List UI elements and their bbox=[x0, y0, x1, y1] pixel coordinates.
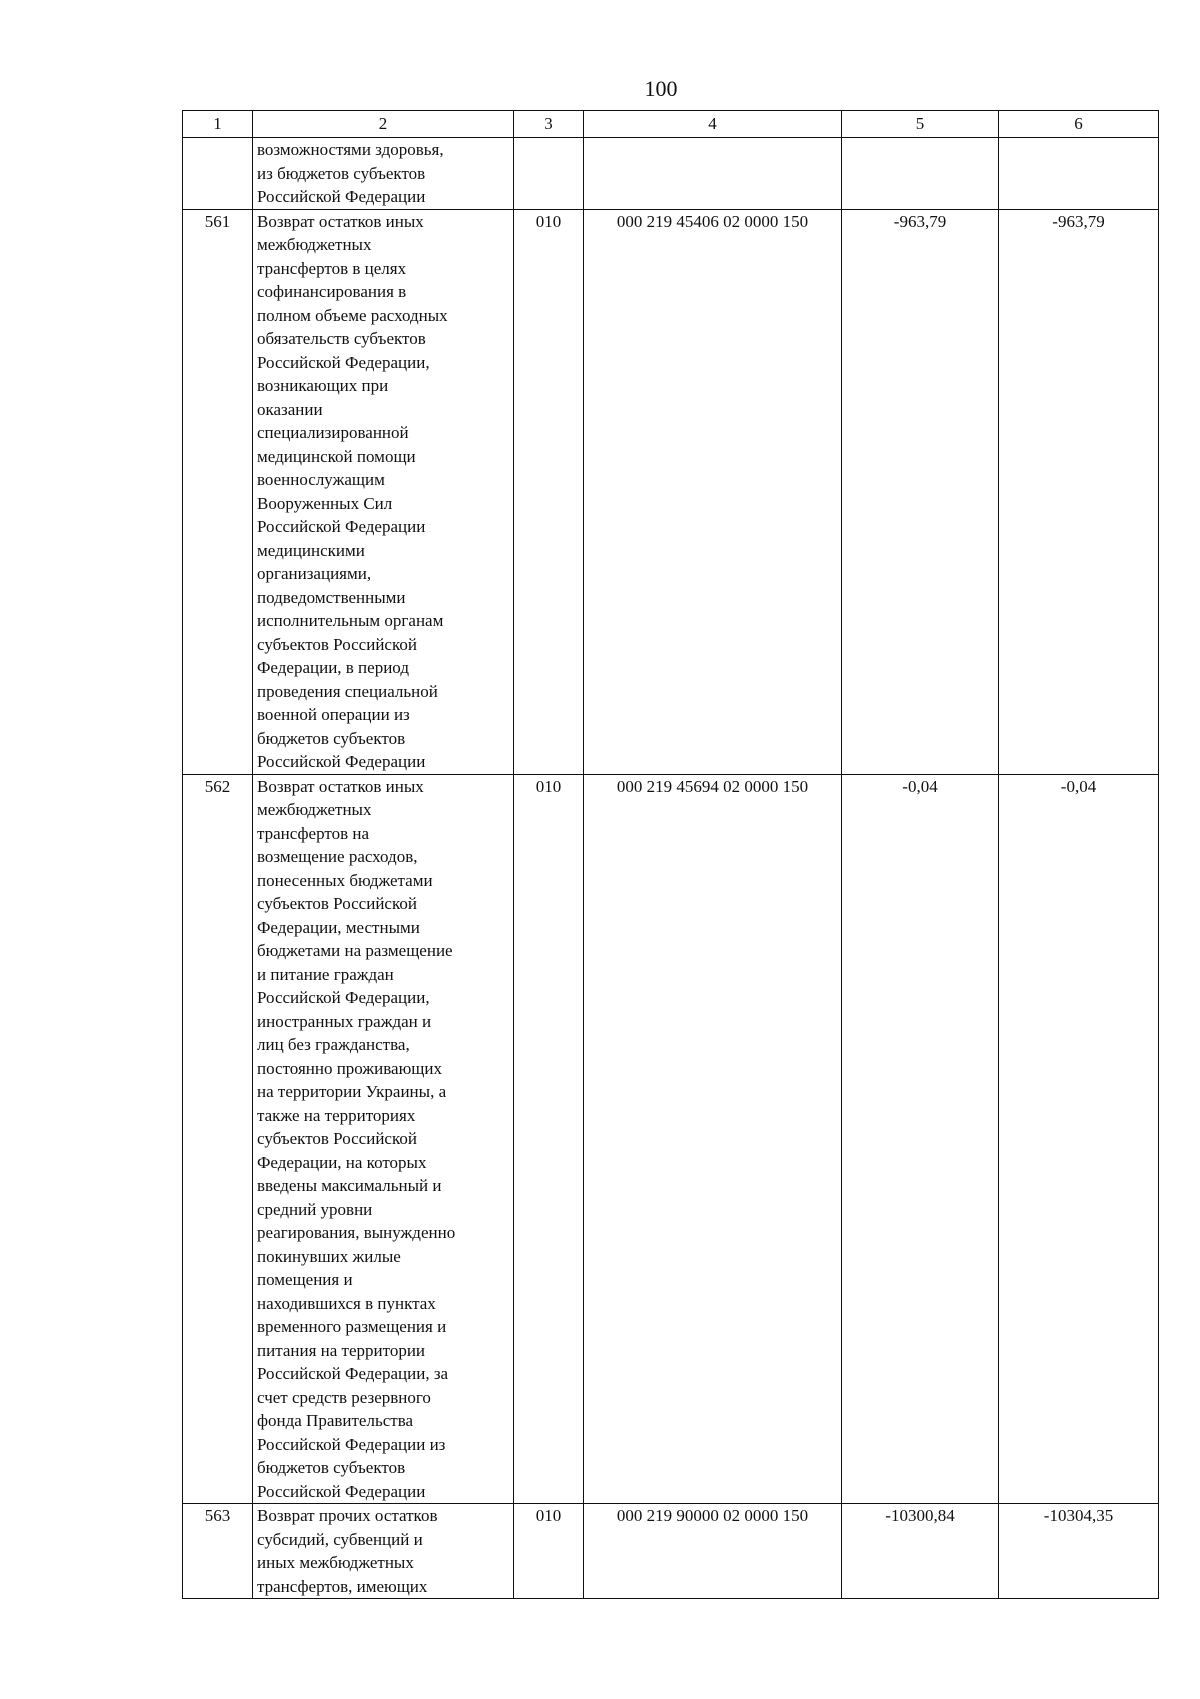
description-line: счет средств резервного bbox=[257, 1387, 431, 1407]
description-line: межбюджетных bbox=[257, 235, 372, 254]
budget-classification-code-cell: 000 219 45694 02 0000 150 bbox=[584, 774, 842, 1504]
description-line: субъектов Российской bbox=[257, 1129, 417, 1148]
description-line: организациями, bbox=[257, 564, 372, 583]
description-line: бюджетами на размещение bbox=[257, 941, 453, 960]
description-line: субсидий, субвенций и bbox=[257, 1529, 423, 1549]
executed-amount-cell: -10304,35 bbox=[999, 1504, 1159, 1599]
description-line: софинансирования в bbox=[257, 282, 407, 301]
description-line: Российской Федерации bbox=[257, 1481, 426, 1501]
description-cell bbox=[253, 209, 514, 774]
description-line: Российской Федерации, bbox=[257, 988, 430, 1007]
description-line: обязательств субъектов bbox=[257, 329, 426, 348]
admin-code-cell: 010 bbox=[514, 209, 584, 774]
description-line: специализированной bbox=[257, 423, 409, 442]
table-row bbox=[183, 774, 1159, 1504]
amount-cell: -0,04 bbox=[842, 774, 999, 1504]
admin-code-cell: 010 bbox=[514, 774, 584, 1504]
row-number-cell: 561 bbox=[183, 209, 253, 774]
table-row bbox=[183, 1504, 1159, 1599]
description-line: также на территориях bbox=[257, 1105, 416, 1125]
description-line: Российской Федерации bbox=[257, 752, 426, 771]
description-line: медицинскими bbox=[257, 540, 365, 560]
description-line: проведения специальной bbox=[257, 681, 438, 701]
description-line: субъектов Российской bbox=[257, 894, 417, 913]
budget-classification-code-cell: 000 219 90000 02 0000 150 bbox=[584, 1504, 842, 1599]
description-line: военнослужащим bbox=[257, 470, 385, 489]
table-row bbox=[183, 138, 1159, 210]
description-line: возникающих при bbox=[257, 376, 389, 395]
description-line: Российской Федерации, за bbox=[257, 1364, 449, 1383]
description-line: покинувших жилые bbox=[257, 1246, 401, 1266]
row-number-cell bbox=[183, 138, 253, 210]
description-cell bbox=[253, 138, 514, 210]
description-line: фонда Правительства bbox=[257, 1411, 414, 1430]
description-line: медицинской помощи bbox=[257, 446, 416, 466]
description-cell bbox=[253, 1504, 514, 1599]
description-line: временного размещения и bbox=[257, 1317, 447, 1336]
description-line: постоянно проживающих bbox=[257, 1058, 442, 1078]
header-cell: 2 bbox=[253, 111, 514, 138]
budget-table bbox=[182, 110, 1159, 1599]
budget-classification-code-cell bbox=[584, 138, 842, 210]
description-line: бюджетов субъектов bbox=[257, 1458, 406, 1477]
description-line: реагирования, вынужденно bbox=[257, 1223, 456, 1242]
description-line: Российской Федерации, bbox=[257, 352, 430, 372]
description-line: Вооруженных Сил bbox=[257, 493, 393, 513]
description-line: Федерации, в период bbox=[257, 658, 409, 677]
description-line: трансфертов, имеющих bbox=[257, 1576, 428, 1596]
description-line: Российской Федерации из bbox=[257, 1434, 446, 1454]
description-line: возможностями здоровья, bbox=[257, 140, 444, 159]
admin-code-cell bbox=[514, 138, 584, 210]
description-line: питания на территории bbox=[257, 1340, 426, 1360]
description-line: Возврат прочих остатков bbox=[257, 1506, 438, 1525]
amount-cell: -10300,84 bbox=[842, 1504, 999, 1599]
budget-classification-code-cell: 000 219 45406 02 0000 150 bbox=[584, 209, 842, 774]
description-line: субъектов Российской bbox=[257, 634, 417, 654]
description-line: иных межбюджетных bbox=[257, 1553, 414, 1572]
description-line: помещения и bbox=[257, 1270, 353, 1289]
header-cell: 4 bbox=[584, 111, 842, 138]
row-number-cell: 562 bbox=[183, 774, 253, 1504]
description-line: введены максимальный и bbox=[257, 1176, 442, 1195]
description-cell bbox=[253, 774, 514, 1504]
description-line: бюджетов субъектов bbox=[257, 728, 406, 748]
description-line: понесенных бюджетами bbox=[257, 870, 433, 890]
description-line: Возврат остатков иных bbox=[257, 211, 424, 231]
description-line: межбюджетных bbox=[257, 800, 372, 819]
description-line: военной операции из bbox=[257, 705, 410, 724]
header-cell: 1 bbox=[183, 111, 253, 138]
table-row bbox=[183, 209, 1159, 774]
description-line: полном объеме расходных bbox=[257, 305, 448, 325]
description-line: Федерации, на которых bbox=[257, 1152, 427, 1172]
description-line: средний уровни bbox=[257, 1199, 373, 1219]
description-line: Федерации, местными bbox=[257, 917, 420, 937]
description-line: подведомственными bbox=[257, 587, 406, 607]
description-line: Возврат остатков иных bbox=[257, 776, 424, 796]
description-line: на территории Украины, а bbox=[257, 1082, 447, 1101]
header-row bbox=[183, 111, 1159, 138]
amount-cell bbox=[842, 138, 999, 210]
description-line: из бюджетов субъектов bbox=[257, 163, 426, 183]
row-number-cell: 563 bbox=[183, 1504, 253, 1599]
description-line: возмещение расходов, bbox=[257, 847, 418, 866]
admin-code-cell: 010 bbox=[514, 1504, 584, 1599]
description-line: лиц без гражданства, bbox=[257, 1035, 410, 1054]
description-line: находившихся в пунктах bbox=[257, 1293, 436, 1313]
header-cell: 6 bbox=[999, 111, 1159, 138]
executed-amount-cell bbox=[999, 138, 1159, 210]
description-line: оказании bbox=[257, 399, 323, 419]
description-line: иностранных граждан и bbox=[257, 1011, 432, 1031]
description-line: трансфертов на bbox=[257, 823, 369, 843]
header-cell: 3 bbox=[514, 111, 584, 138]
description-line: и питание граждан bbox=[257, 964, 394, 984]
page-number: 100 bbox=[644, 76, 678, 101]
description-line: исполнительным органам bbox=[257, 611, 444, 630]
executed-amount-cell: -0,04 bbox=[999, 774, 1159, 1504]
executed-amount-cell: -963,79 bbox=[999, 209, 1159, 774]
description-line: трансфертов в целях bbox=[257, 258, 407, 278]
description-line: Российской Федерации bbox=[257, 517, 426, 536]
description-line: Российской Федерации bbox=[257, 187, 426, 206]
amount-cell: -963,79 bbox=[842, 209, 999, 774]
header-cell: 5 bbox=[842, 111, 999, 138]
